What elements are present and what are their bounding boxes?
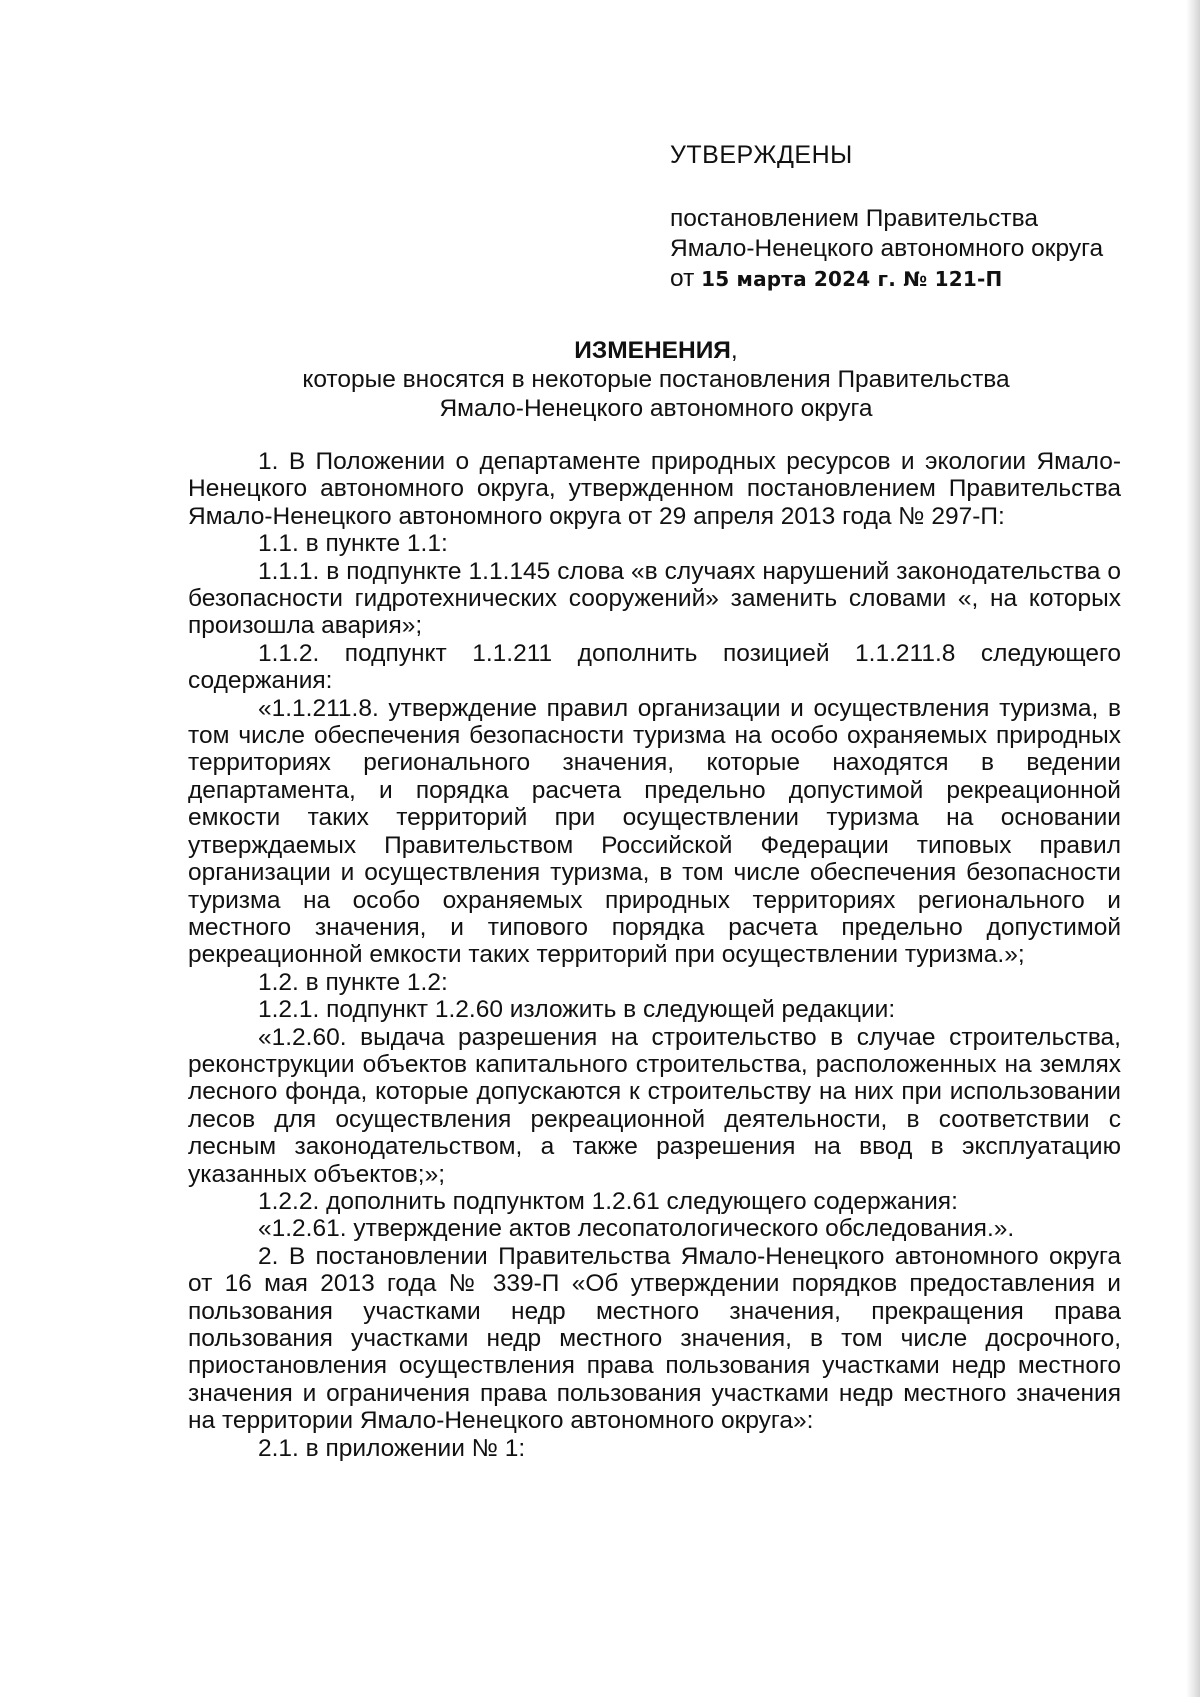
heading-title-line <box>190 336 1122 365</box>
approval-date-value: 15 марта 2024 г. № 121-П <box>701 267 1003 291</box>
approval-date <box>670 264 1130 294</box>
approved-label: УТВЕРЖДЕНЫ <box>670 141 853 169</box>
heading-title: ИЗМЕНЕНИЯ <box>574 337 731 364</box>
approval-stamp <box>670 140 1130 294</box>
document-body <box>188 448 1121 1462</box>
paragraph: 1.1. в пункте 1.1: <box>258 530 448 558</box>
heading-line-2: Ямало-Ненецкого автономного округа <box>439 395 873 422</box>
paragraph: 1.1.1. в подпункте 1.1.145 слова «в случаях нарушений законодательства о безопасности гидротехнических сооружений» заменить словами «, на которых произошла авария»; <box>188 557 1121 640</box>
paragraph: 1.2. в пункте 1.2: <box>258 968 448 996</box>
paragraph: «1.2.60. выдача разрешения на строительство в случае строительства, реконструкции объектов капитального строительства, расположенных на землях лесного фонда, которые допускаются к строительству на них при использовании лесов для осуществления рекреационной деятельности, в соответствии с лесным законодательством, а также разрешения на ввод в эксплуатацию указанных объектов;»; <box>188 1023 1121 1188</box>
paragraph: 1.1.2. подпункт 1.1.211 дополнить позицией 1.1.211.8 следующего содержания: <box>188 639 1121 695</box>
paragraph: 1.2.2. дополнить подпунктом 1.2.61 следующего содержания: <box>258 1187 958 1215</box>
approval-line-2: Ямало-Ненецкого автономного округа <box>670 235 1104 262</box>
paragraph: 2. В постановлении Правительства Ямало-Ненецкого автономного округа от 16 мая 2013 года № 339-П «Об утверждении порядков предоставления и пользования участками недр местного значения, прекращения права пользования участками недр местного значения, в том числе досрочного, приостановления осуществления права пользования участками недр местного значения и ограничения права пользования участками недр местного значения на территории Ямало-Ненецкого автономного округа»: <box>188 1242 1121 1435</box>
paragraph: 2.1. в приложении № 1: <box>258 1434 526 1462</box>
paragraph: «1.2.61. утверждение актов лесопатологического обследования.». <box>258 1215 1015 1243</box>
page-edge-shadow <box>1186 0 1200 1697</box>
approval-date-prefix: от <box>670 265 695 292</box>
document-heading <box>190 336 1122 423</box>
paragraph: «1.1.211.8. утверждение правил организации и осуществления туризма, в том числе обеспечения безопасности туризма на особо охраняемых природных территориях регионального значения, которые находятся в ведении департамента, и порядка расчета предельно допустимой рекреационной емкости таких территорий при осуществлении туризма на основании утверждаемых Правительством Российской Федерации типовых правил организации и осуществления туризма, в том числе обеспечения безопасности туризма на особо охраняемых природных территориях регионального и местного значения, и типового порядка расчета предельно допустимой рекреационной емкости таких территорий при осуществлении туризма.»; <box>188 694 1121 969</box>
heading-line-1: которые вносятся в некоторые постановления Правительства <box>302 366 1010 393</box>
paragraph: 1. В Положении о департаменте природных ресурсов и экологии Ямало-Ненецкого автономного округа, утвержденном постановлением Правительства Ямало-Ненецкого автономного округа от 29 апреля 2013 года № 297-П: <box>188 448 1121 530</box>
approval-line-1: постановлением Правительства <box>670 205 1038 232</box>
heading-title-suffix: , <box>730 337 738 364</box>
paragraph: 1.2.1. подпункт 1.2.60 изложить в следующей редакции: <box>258 996 896 1024</box>
